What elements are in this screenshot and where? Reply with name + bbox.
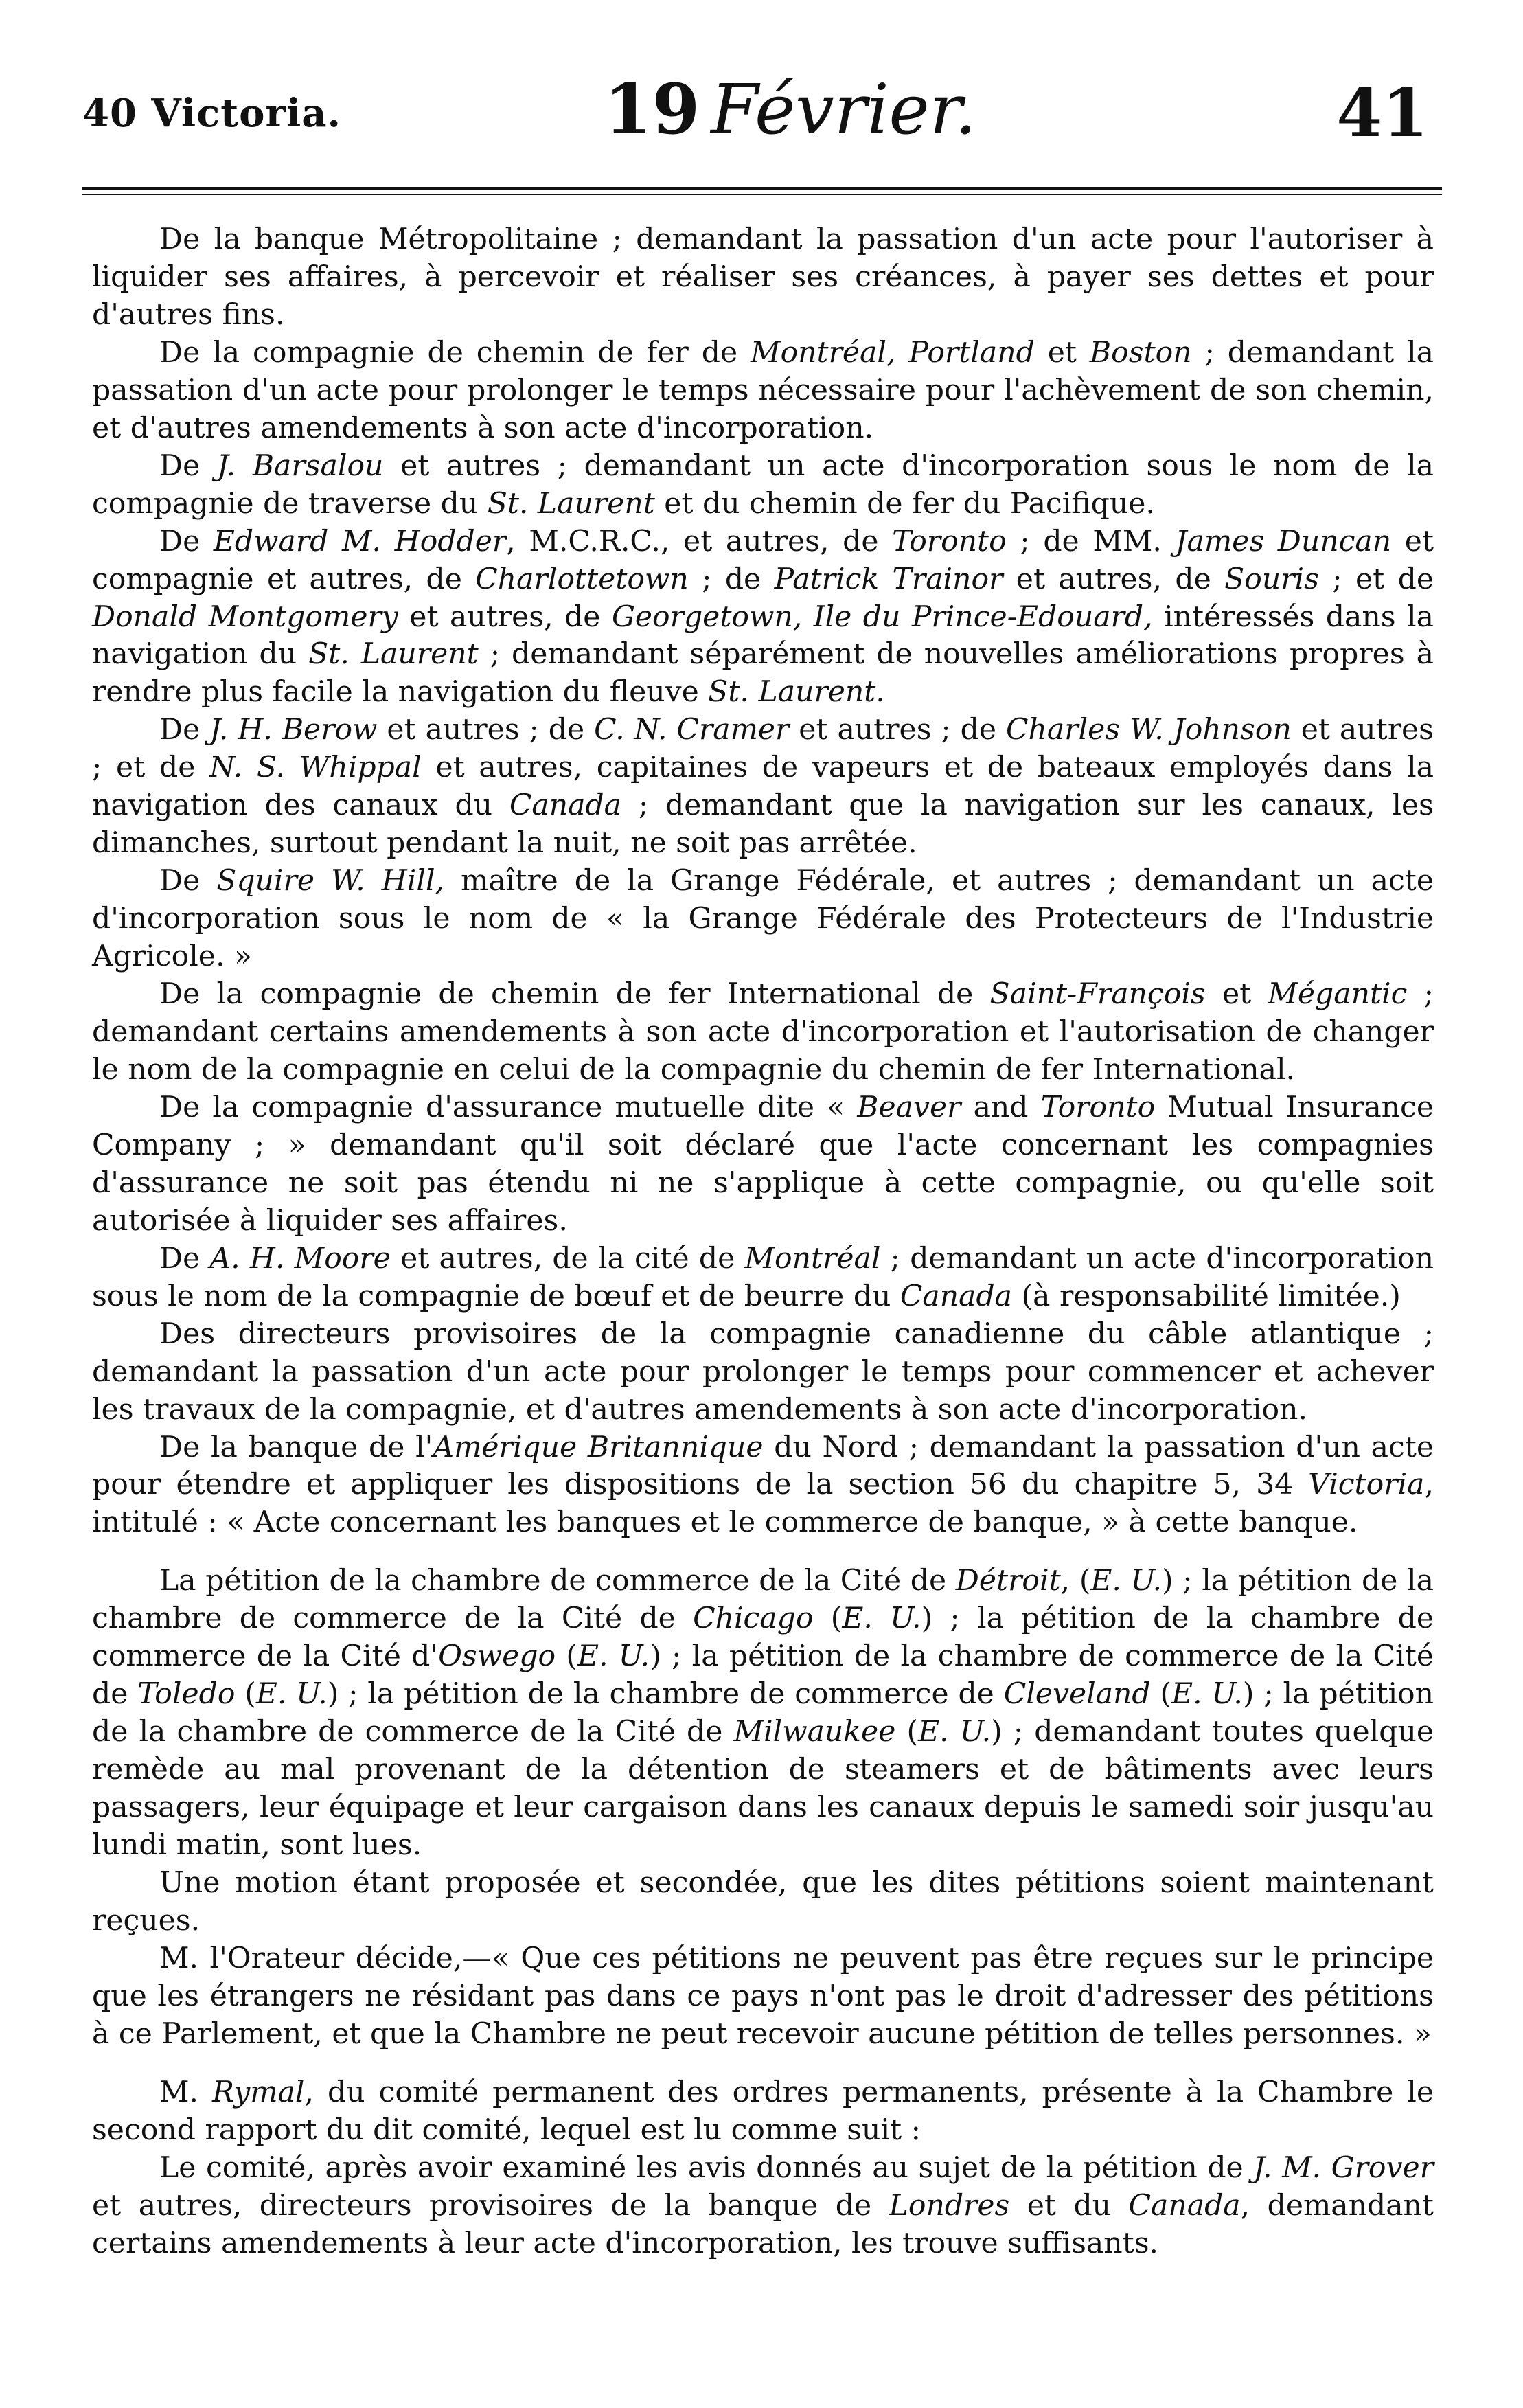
text-run: intéressés dans la navigation du xyxy=(92,600,1434,672)
text-run: ; demandant la passation d'un acte pour prolonger le temps nécessaire pour l'achèvement de son chemin, et d'autres amendements à son acte d'incorporation. xyxy=(92,335,1434,445)
italic-run: Souris xyxy=(1224,562,1319,596)
italic-run: Mégantic xyxy=(1268,977,1408,1012)
paragraph xyxy=(92,1316,1434,1429)
paragraph xyxy=(92,334,1434,448)
text-run: et xyxy=(1034,335,1090,370)
italic-run: Canada xyxy=(1128,2188,1241,2223)
text-run: De xyxy=(159,524,214,558)
paragraph xyxy=(92,712,1434,863)
italic-run: Amérique Britannique xyxy=(433,1430,764,1464)
text-run: De la compagnie d'assurance mutuelle dite « xyxy=(159,1090,858,1124)
date-day: 19 xyxy=(604,69,700,150)
paragraph xyxy=(92,448,1434,523)
text-run: , demandant certains amendements à leur acte d'incorporation, les trouve suffisants. xyxy=(92,2188,1434,2260)
text-run: et autres, capitaines de vapeurs et de bateaux employés dans la navigation des canaux du xyxy=(92,751,1434,823)
text-run: ; de MM. xyxy=(1006,524,1176,558)
italic-run: Canada xyxy=(509,788,622,823)
text-run: De la compagnie de chemin de fer International de xyxy=(159,977,990,1012)
italic-run: Edward M. Hodder xyxy=(213,524,507,558)
italic-run: Montréal, Portland xyxy=(751,335,1035,370)
text-run: ( xyxy=(895,1715,919,1749)
italic-run: St. Laurent. xyxy=(708,675,885,709)
text-run: ; demandant certains amendements à son acte d'incorporation et l'autorisation de changer le nom de la compagnie en celui de la compagnie du chemin de fer International. xyxy=(92,977,1434,1087)
italic-run: Chicago xyxy=(693,1602,814,1636)
paragraph xyxy=(92,2074,1434,2150)
paragraph xyxy=(92,1563,1434,1865)
document-body xyxy=(92,221,1434,2263)
text-run: ( xyxy=(235,1677,256,1712)
text-run: De la banque Métropolitaine ; demandant la passation d'un acte pour l'autoriser à liquider ses affaires, à percevoir et réaliser ses créances, à payer ses dettes et pour d'autres fins. xyxy=(92,223,1434,332)
italic-run: E. U. xyxy=(577,1639,650,1674)
italic-run: Londres xyxy=(889,2188,1010,2223)
page-header xyxy=(82,69,1435,151)
text-run: De xyxy=(159,1241,210,1275)
italic-run: James Duncan xyxy=(1175,524,1392,558)
text-run: De xyxy=(159,713,210,747)
paragraph xyxy=(92,976,1434,1089)
italic-run: St. Laurent xyxy=(487,486,655,521)
italic-run: Victoria xyxy=(1308,1468,1425,1502)
text-run: , M.C.R.C., et autres, de xyxy=(506,524,893,558)
italic-run: Détroit xyxy=(955,1564,1061,1598)
page-number: 41 xyxy=(1336,74,1428,152)
text-run: ) ; la pétition de la chambre de commerce de la Cité d' xyxy=(92,1602,1434,1674)
italic-run: Toronto xyxy=(1040,1090,1156,1124)
text-run: et autres, directeurs provisoires de la banque de xyxy=(92,2188,889,2223)
running-head-volume: 40 Victoria. xyxy=(82,91,342,136)
paragraph xyxy=(92,2150,1434,2263)
italic-run: Georgetown, Ile du Prince-Edouard, xyxy=(611,600,1153,634)
italic-run: St. Laurent xyxy=(308,637,479,672)
text-run: , du comité permanent des ordres permanents, présente à la Chambre le second rapport du dit comité, lequel est lu comme suit : xyxy=(92,2075,1434,2147)
header-rule-thin xyxy=(82,194,1442,195)
italic-run: C. N. Cramer xyxy=(594,713,790,747)
text-run: Le comité, après avoir examiné les avis donnés au sujet de la pétition de xyxy=(159,2150,1254,2185)
paragraph xyxy=(92,863,1434,976)
italic-run: Squire W. Hill, xyxy=(216,864,445,898)
text-run: ) ; la pétition de la chambre de commerce de la Cité de xyxy=(92,1677,1434,1749)
italic-run: E. U. xyxy=(1090,1564,1163,1598)
text-run: ; de xyxy=(688,562,775,596)
text-run: , intitulé : « Acte concernant les banques et le commerce de banque, » à cette banque. xyxy=(92,1468,1434,1540)
italic-run: E. U. xyxy=(918,1715,992,1749)
italic-run: Rymal xyxy=(212,2075,305,2109)
text-run: ) ; la pétition de la chambre de commerce de xyxy=(327,1677,1004,1712)
text-run: De la banque de l' xyxy=(159,1430,433,1464)
text-run: et compagnie et autres, de xyxy=(92,524,1434,596)
text-run: M. l'Orateur décide,—« Que ces pétitions ne peuvent pas être reçues sur le principe que les étrangers ne résidant pas dans ce pays n'ont pas le droit d'adresser des pétitions à ce Parlement, et que la Chambre ne peut recevoir aucune pétition de telles personnes. » xyxy=(92,1941,1434,2051)
text-run: Des directeurs provisoires de la compagnie canadienne du câble atlantique ; demandant la passation d'un acte pour prolonger le temps pour commencer et achever les travaux de la compagnie, et d'autres amendements à son acte d'incorporation. xyxy=(92,1317,1434,1427)
text-run: ) ; la pétition de la chambre de commerce de la Cité de xyxy=(92,1639,1434,1712)
text-run: M. xyxy=(159,2075,213,2109)
text-run: ( xyxy=(1150,1677,1172,1712)
text-run: et autres, de xyxy=(1003,562,1225,596)
italic-run: Boston xyxy=(1089,335,1192,370)
text-run: et autres ; de xyxy=(377,713,595,747)
text-run: Mutual Insurance Company ; » demandant qu'il soit déclaré que l'acte concernant les compagnies d'assurance ne soit pas étendu ni ne s'applique à cette compagnie, ou qu'elle soit autorisée à liquider ses affaires. xyxy=(92,1090,1434,1238)
date-month: Février. xyxy=(711,69,977,150)
italic-run: Charles W. Johnson xyxy=(1005,713,1292,747)
text-run: ; demandant un acte d'incorporation sous le nom de la compagnie de bœuf et de beurre du xyxy=(92,1241,1434,1313)
text-run: maître de la Grange Fédérale, et autres ; demandant un acte d'incorporation sous le nom de « la Grange Fédérale des Protecteurs de l'Industrie Agricole. » xyxy=(92,864,1434,974)
italic-run: Beaver xyxy=(857,1090,961,1124)
italic-run: E. U. xyxy=(1171,1677,1243,1712)
text-run: ) ; la pétition de la chambre de commerce de la Cité de xyxy=(92,1564,1434,1636)
text-run: du Nord ; demandant la passation d'un acte pour étendre et appliquer les dispositions de la section 56 du chapitre 5, 34 xyxy=(92,1430,1434,1502)
text-run: , ( xyxy=(1060,1564,1091,1598)
text-run: et xyxy=(1205,977,1268,1012)
text-run: ( xyxy=(813,1602,843,1636)
text-run: De la compagnie de chemin de fer de xyxy=(159,335,751,370)
italic-run: Patrick Trainor xyxy=(774,562,1003,596)
italic-run: N. S. Whippal xyxy=(209,751,422,785)
text-run: and xyxy=(961,1090,1041,1124)
italic-run: Oswego xyxy=(438,1639,556,1674)
text-run: ; demandant que la navigation sur les canaux, les dimanches, surtout pendant la nuit, ne soit pas arrêtée. xyxy=(92,788,1434,861)
italic-run: Charlottetown xyxy=(475,562,689,596)
text-run: et autres ; demandant un acte d'incorporation sous le nom de la compagnie de traverse du xyxy=(92,448,1434,521)
italic-run: J. Barsalou xyxy=(216,448,384,483)
italic-run: Montréal xyxy=(744,1241,881,1275)
italic-run: Cleveland xyxy=(1003,1677,1151,1712)
paragraph xyxy=(92,1865,1434,1940)
text-run: La pétition de la chambre de commerce de la Cité de xyxy=(159,1564,956,1598)
italic-run: Toronto xyxy=(892,524,1007,558)
italic-run: J. M. Grover xyxy=(1253,2150,1434,2185)
text-run: (à responsabilité limitée.) xyxy=(1012,1279,1401,1313)
text-run: et du xyxy=(1009,2188,1129,2223)
text-run: et autres ; de xyxy=(789,713,1006,747)
text-run: ( xyxy=(556,1639,577,1674)
text-run: De xyxy=(159,864,217,898)
header-rule-thick xyxy=(82,187,1442,190)
text-run: et du chemin de fer du Pacifique. xyxy=(654,486,1155,521)
paragraph xyxy=(92,523,1434,712)
italic-run: E. U. xyxy=(255,1677,328,1712)
text-run: De xyxy=(159,448,217,483)
italic-run: Saint-François xyxy=(989,977,1206,1012)
italic-run: A. H. Moore xyxy=(209,1241,391,1275)
italic-run: E. U. xyxy=(842,1602,921,1636)
italic-run: Canada xyxy=(900,1279,1013,1313)
text-run: et autres, de xyxy=(398,600,612,634)
text-run: Une motion étant proposée et secondée, que les dites pétitions soient maintenant reçues. xyxy=(92,1865,1434,1938)
paragraph xyxy=(92,1429,1434,1543)
italic-run: J. H. Berow xyxy=(209,713,378,747)
running-head-date xyxy=(604,69,976,150)
paragraph xyxy=(92,1089,1434,1240)
paragraph xyxy=(92,1240,1434,1316)
paragraph xyxy=(92,1940,1434,2054)
text-run: ; demandant séparément de nouvelles améliorations propres à rendre plus facile la navigation du fleuve xyxy=(92,637,1434,709)
italic-run: Toledo xyxy=(137,1677,236,1712)
text-run: ; et de xyxy=(1318,562,1434,596)
text-run: ) ; demandant toutes quelque remède au mal provenant de la détention de steamers et de bâtiments avec leurs passagers, leur équipage et leur cargaison dans les canaux depuis le samedi soir jusqu'au lundi matin, sont lues. xyxy=(92,1715,1434,1863)
italic-run: Donald Montgomery xyxy=(92,600,398,634)
paragraph xyxy=(92,221,1434,334)
text-run: et autres ; et de xyxy=(92,713,1434,785)
italic-run: Milwaukee xyxy=(733,1715,896,1749)
text-run: et autres, de la cité de xyxy=(390,1241,745,1275)
